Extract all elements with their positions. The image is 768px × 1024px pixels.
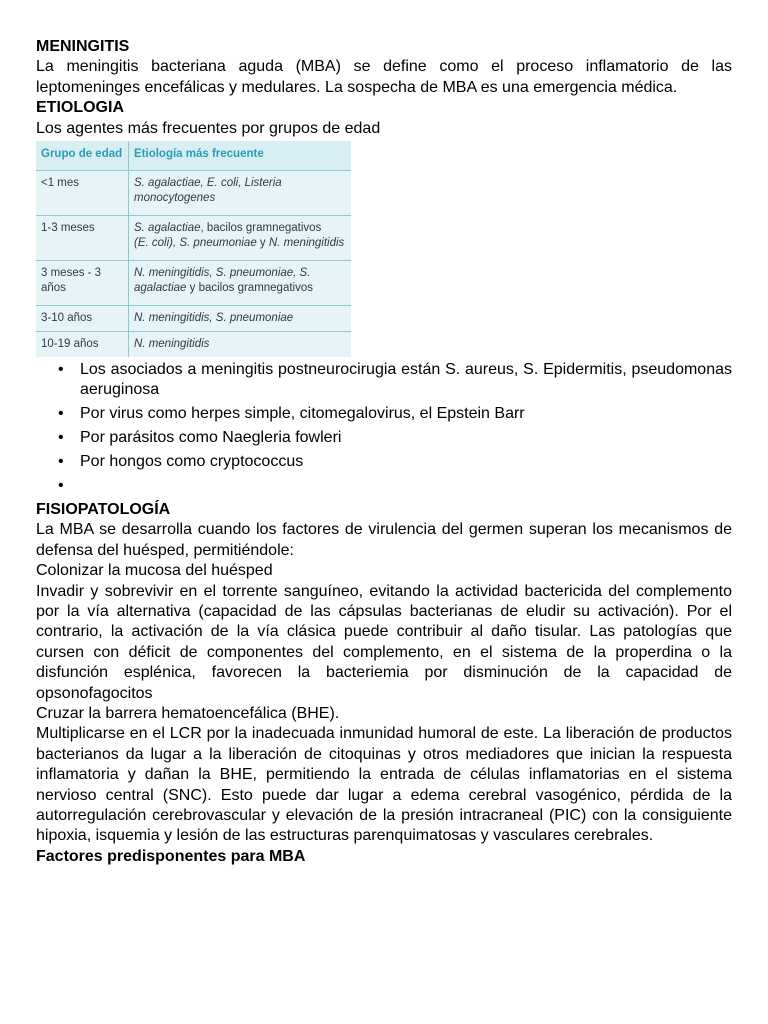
table-header-etiology: Etiología más frecuente xyxy=(129,141,352,171)
etiology-table-image xyxy=(36,141,351,357)
etiology-bullet-list xyxy=(36,360,732,496)
fisiopatologia-step-colonizar: Colonizar la mucosa del huésped xyxy=(36,562,273,580)
list-item: • Por hongos como cryptococcus xyxy=(80,452,732,472)
table-row xyxy=(36,261,351,306)
fisiopatologia-intro: La MBA se desarrolla cuando los factores de virulencia del germen superan los mecanismos de defensa del huésped, permitiéndole: xyxy=(36,521,732,559)
heading-fisiopatologia: FISIOPATOLOGÍA xyxy=(36,500,171,518)
etiology-text: y xyxy=(256,237,269,250)
table-row xyxy=(36,332,351,358)
etiology-text: N. meningitidis xyxy=(268,237,345,250)
etiology-text: N. meningitidis, S. pneumoniae xyxy=(134,312,294,325)
list-item: • Los asociados a meningitis postneurocirugia están S. aureus, S. Epidermitis, pseudomonas aeruginosa xyxy=(80,360,732,401)
etiologia-intro: Los agentes más frecuentes por grupos de edad xyxy=(36,119,381,137)
document-page xyxy=(36,37,732,867)
table-cell-etiology xyxy=(129,306,352,332)
heading-factores-predisponentes: Factores predisponentes para MBA xyxy=(36,847,306,865)
meningitis-definition: La meningitis bacteriana aguda (MBA) se define como el proceso inflamatorio de las leptomeninges encefálicas y medulares. La sospecha de MBA es una emergencia médica. xyxy=(36,58,732,96)
etiology-text: S. agalactiae, E. coli, Listeria monocytogenes xyxy=(134,177,282,205)
heading-etiologia: ETIOLOGIA xyxy=(36,99,124,117)
table-header-age: Grupo de edad xyxy=(36,141,129,171)
table-cell-age: 3-10 años xyxy=(36,306,129,332)
table-cell-age: 3 meses - 3 años xyxy=(36,261,129,306)
etiology-text: N. meningitidis, S. pneumoniae, S. agalactiae xyxy=(134,267,311,295)
etiology-table xyxy=(36,141,351,357)
table-cell-etiology xyxy=(129,216,352,261)
table-cell-etiology xyxy=(129,261,352,306)
table-row xyxy=(36,171,351,216)
fisiopatologia-step-cruzar: Cruzar la barrera hematoencefálica (BHE). xyxy=(36,705,340,723)
fisiopatologia-step-invadir: Invadir y sobrevivir en el torrente sanguíneo, evitando la actividad bactericida del complemento por la vía alternativa (capacidad de las cápsulas bacterianas de eludir su activación). Por el contrario, la activación de la vía clásica puede contribuir al daño tisular. Las patologías que cursen con déficit de componentes del complemento, en el sistema de la properdina o la disfunción esplénica, favorecen la bacteriemia por disminución de la capacidad de opsonofagocitos xyxy=(36,582,732,702)
etiology-text: y bacilos gramnegativos xyxy=(186,282,313,295)
fisiopatologia-step-multiplicarse: Multiplicarse en el LCR por la inadecuada inmunidad humoral de este. La liberación de productos bacterianos da lugar a la liberación de citoquinas y otros mediadores que inician la respuesta inflamatoria y dañan la BHE, permitiendo la entrada de células inflamatorias en el sistema nervioso central (SNC). Esto puede dar lugar a edema cerebral vasogénico, pérdida de la autorregulación cerebrovascular y elevación de la presión intracraneal (PIC) con la consiguiente hipoxia, isquemia y lesión de las estructuras parenquimatosas y vasculares cerebrales. xyxy=(36,725,732,845)
table-row xyxy=(36,216,351,261)
list-item: • Por parásitos como Naegleria fowleri xyxy=(80,428,732,448)
etiology-text: N. meningitidis xyxy=(134,338,210,351)
table-cell-etiology xyxy=(129,171,352,216)
etiology-text: , bacilos gramnegativos xyxy=(200,222,322,235)
table-cell-age: 1-3 meses xyxy=(36,216,129,261)
table-cell-age: 10-19 años xyxy=(36,332,129,358)
etiology-text: (E. coli), S. pneumoniae xyxy=(134,237,257,250)
table-header-row xyxy=(36,141,351,171)
table-cell-age: <1 mes xyxy=(36,171,129,216)
etiology-text: S. agalactiae xyxy=(134,222,201,235)
heading-meningitis: MENINGITIS xyxy=(36,38,130,55)
list-item: • Por virus como herpes simple, citomegalovirus, el Epstein Barr xyxy=(80,404,732,424)
table-row xyxy=(36,306,351,332)
list-item-empty xyxy=(80,476,732,496)
table-cell-etiology xyxy=(129,332,352,358)
